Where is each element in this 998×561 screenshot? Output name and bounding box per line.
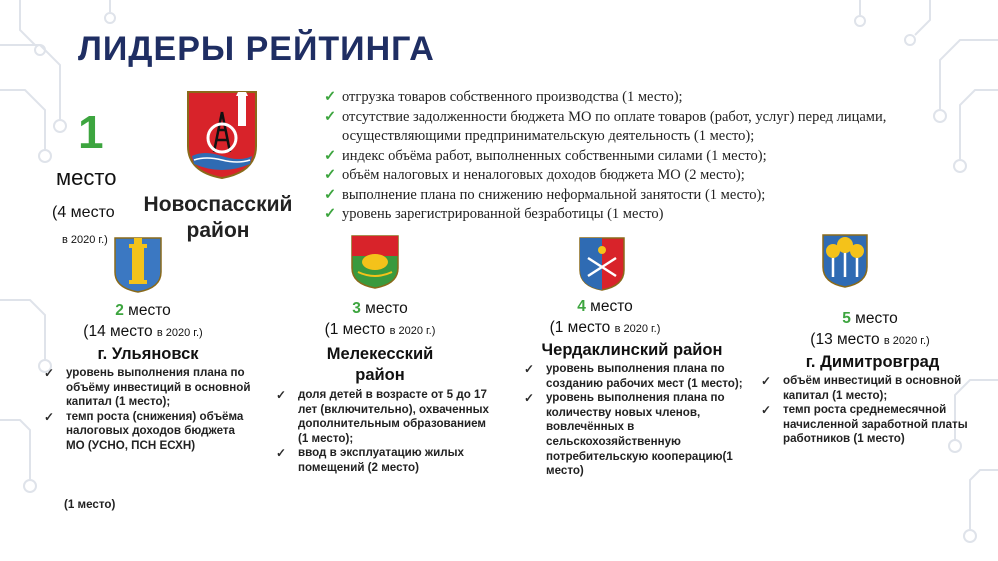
check-icon: ✓ [324, 89, 337, 105]
check-icon: ✓ [324, 186, 337, 203]
place-4-number: 4 [577, 298, 586, 315]
novospassky-coat-of-arms-icon [186, 90, 258, 180]
place-4-previous: (1 место [549, 319, 611, 336]
list-item: ✓ выполнение плана по снижению неформальной занятости (1 место); [322, 186, 922, 206]
check-icon: ✓ [761, 403, 772, 418]
place-2-rank [58, 300, 228, 344]
check-icon: ✓ [324, 147, 337, 164]
check-icon: ✓ [524, 362, 535, 376]
check-icon: ✓ [324, 167, 337, 183]
first-place-achievements [322, 88, 922, 225]
first-place-previous-rank: (4 место [52, 204, 115, 221]
place-3-previous: (1 место [324, 321, 386, 338]
check-icon: ✓ [44, 409, 55, 424]
place-3-rank [295, 298, 465, 342]
place-2-extra: (1 место) [64, 498, 116, 511]
place-5-mesto: место [855, 310, 898, 327]
list-item: ✓ уровень зарегистрированной безработицы (1 место) [322, 205, 922, 225]
page-title: ЛИДЕРЫ РЕЙТИНГА [78, 30, 435, 68]
place-2-previous: (14 место [83, 323, 153, 340]
place-2-achievements [40, 366, 255, 454]
place-4-name: Чердаклинский район [541, 341, 723, 359]
place-5-previous-year: в 2020 г.) [883, 335, 930, 347]
list-item: ✓ ввод в эксплуатацию жилых помещений (2 место) [276, 446, 464, 474]
place-4-rank [520, 296, 690, 340]
place-5-name: г. Димитровград [805, 353, 940, 371]
place-3-previous-year: в 2020 г.) [389, 325, 436, 337]
list-item: ✓ темп роста среднемесячной начисленной заработной платы работников (1 место) [761, 403, 968, 446]
place-5-number: 5 [842, 310, 851, 327]
place-3-achievements [272, 388, 494, 476]
place-4-mesto: место [590, 298, 633, 315]
first-place-number: 1 [78, 106, 104, 158]
check-icon: ✓ [324, 108, 337, 125]
place-2-previous-year: в 2020 г.) [156, 327, 203, 339]
place-5-rank [785, 308, 955, 352]
place-2-number: 2 [115, 302, 124, 319]
first-place-previous-year: в 2020 г.) [62, 234, 108, 246]
place-2-mesto: место [128, 302, 171, 319]
list-item: ✓ отсутствие задолженности бюджета МО по оплате товаров (работ, услуг) перед лицами, осуществляющими предпринимательскую деятельность (1 место); [324, 108, 887, 144]
list-item: ✓ уровень выполнения плана по созданию рабочих мест (1 место); [524, 362, 743, 390]
list-item: ✓ доля детей в возрасте от 5 до 17 лет (включительно), охваченных дополнительным образованием (1 место); [276, 388, 489, 445]
cherdakly-coat-of-arms-icon [578, 236, 626, 292]
check-icon: ✓ [324, 206, 337, 222]
ulyanovsk-coat-of-arms-icon [113, 236, 163, 294]
check-icon: ✓ [44, 366, 55, 380]
check-icon: ✓ [761, 374, 772, 388]
list-item: ✓ уровень выполнения плана по количеству новых членов, вовлечённых в сельскохозяйственную потребительскую кооперацию(1 место) [524, 391, 733, 478]
place-3-mesto: место [365, 300, 408, 317]
list-item: ✓ объём инвестиций в основной капитал (1 место); [761, 374, 962, 402]
first-place-previous [52, 200, 115, 253]
melekess-coat-of-arms-icon [350, 234, 400, 290]
dimitrovgrad-coat-of-arms-icon [821, 233, 869, 289]
place-4-previous-year: в 2020 г.) [614, 323, 661, 335]
place-3-number: 3 [352, 300, 361, 317]
list-item: ✓ индекс объёма работ, выполненных собственными силами (1 место); [322, 147, 922, 167]
place-2-name: г. Ульяновск [97, 345, 199, 363]
place-4-achievements [520, 362, 750, 479]
check-icon: ✓ [276, 388, 287, 402]
first-place-name-line1: Новоспасский [143, 193, 293, 216]
list-item: ✓ объём налоговых и неналоговых доходов бюджета МО (2 место); [322, 166, 922, 186]
list-item: ✓ темп роста (снижения) объёма налоговых доходов бюджета МО (УСНО, ПСН ЕСХН) [44, 409, 244, 452]
check-icon: ✓ [524, 391, 535, 406]
place-5-previous: (13 место [810, 331, 880, 348]
list-item: ✓ отгрузка товаров собственного производства (1 место); [322, 88, 922, 108]
place-5-achievements [757, 374, 972, 447]
place-3-name: Мелекесский район [326, 345, 434, 384]
first-place-name-line2: район [186, 219, 250, 242]
check-icon: ✓ [276, 446, 287, 461]
list-item: ✓ уровень выполнения плана по объёму инвестиций в основной капитал (1 место); [44, 366, 251, 409]
first-place-mesto: место [56, 165, 117, 190]
